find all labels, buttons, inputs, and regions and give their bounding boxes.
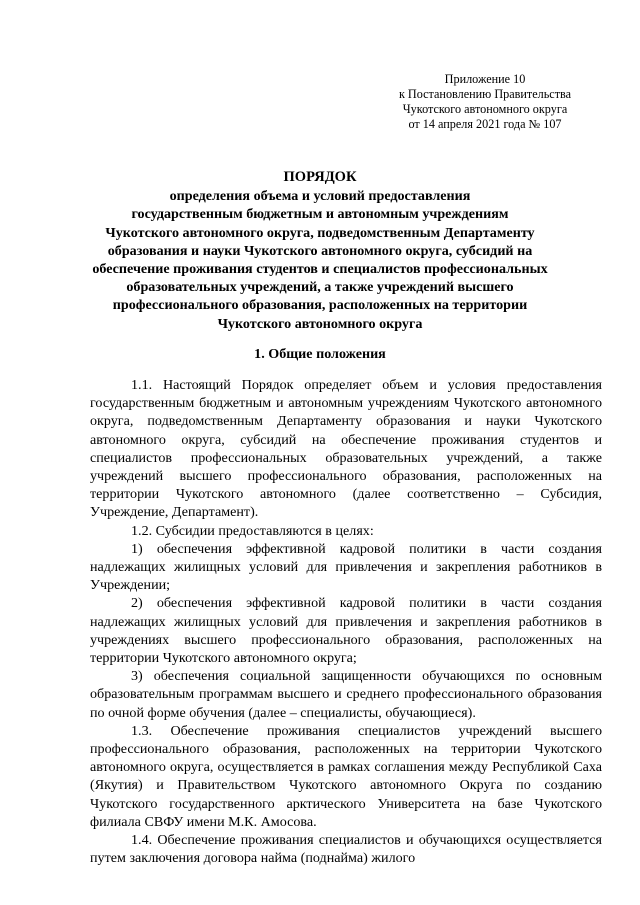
- title-line: образования и науки Чукотского автономного округа, субсидий на: [107, 242, 533, 259]
- appendix-line-2: к Постановлению Правительства: [398, 87, 572, 101]
- title-line: обеспечение проживания студентов и специалистов профессиональных: [92, 261, 548, 278]
- title-line: профессионального образования, расположенных на территории: [112, 297, 528, 314]
- paragraph-item-2: 2) обеспечения эффективной кадровой политики в части создания надлежащих жилищных условий для привлечения и закрепления работников в учреждениях высшего профессионального образования, расположенных на территории Чукотского автономного округа;: [90, 595, 602, 667]
- paragraph-item-1: 1) обеспечения эффективной кадровой политики в части создания надлежащих жилищных условий для привлечения и закрепления работников в Учреждении;: [90, 540, 602, 594]
- title-line: определения объема и условий предоставления: [169, 188, 471, 205]
- title-line: Чукотского автономного округа, подведомственным Департаменту: [105, 224, 535, 241]
- title-line: Чукотского автономного округа: [217, 315, 423, 332]
- appendix-line-3: Чукотского автономного округа: [402, 102, 568, 116]
- document-title: ПОРЯДОК: [283, 169, 357, 185]
- paragraph-1-4: 1.4. Обеспечение проживания специалистов и обучающихся осуществляется путем заключения договора найма (поднайма) жилого: [90, 832, 602, 867]
- section-heading: 1. Общие положения: [254, 346, 386, 362]
- title-line: государственным бюджетным и автономным учреждениям: [131, 206, 509, 223]
- appendix-line-4: от 14 апреля 2021 года № 107: [408, 117, 562, 131]
- document-title-block: [70, 168, 570, 333]
- paragraph-1-3: 1.3. Обеспечение проживания специалистов учреждений высшего профессионального образования, расположенных на территории Чукотского автономного округа, осуществляется в рамках соглашения между Республикой Саха (Якутия) и Правительством Чукотского автономного Округа по созданию Чукотского государственного арктического Университета на базе Чукотского филиала СВФУ имени М.К. Амосова.: [90, 722, 602, 830]
- paragraph-1-2: 1.2. Субсидии предоставляются в целях:: [131, 522, 374, 539]
- appendix-line-1: Приложение 10: [444, 72, 526, 86]
- title-line: образовательных учреждений, а также учреждений высшего: [126, 279, 514, 296]
- paragraph-1-1: 1.1. Настоящий Порядок определяет объем и условия предоставления государственным бюджетным и автономным учреждениям Чукотского автономного округа, подведомственным Департаменту образования и науки Чукотского автономного округа, субсидий на обеспечение проживания студентов и специалистов профессиональных образовательных учреждений, а также учреждений высшего профессионального образования, расположенных на территории Чукотского автономного (далее соответственно – Субсидия, Учреждение, Департамент).: [90, 377, 602, 521]
- appendix-note: [385, 72, 585, 132]
- paragraph-item-3: 3) обеспечения социальной защищенности обучающихся по основным образовательным программам высшего и среднего профессионального образования по очной форме обучения (далее – специалисты, обучающиеся).: [90, 668, 602, 721]
- section-body: [90, 376, 602, 867]
